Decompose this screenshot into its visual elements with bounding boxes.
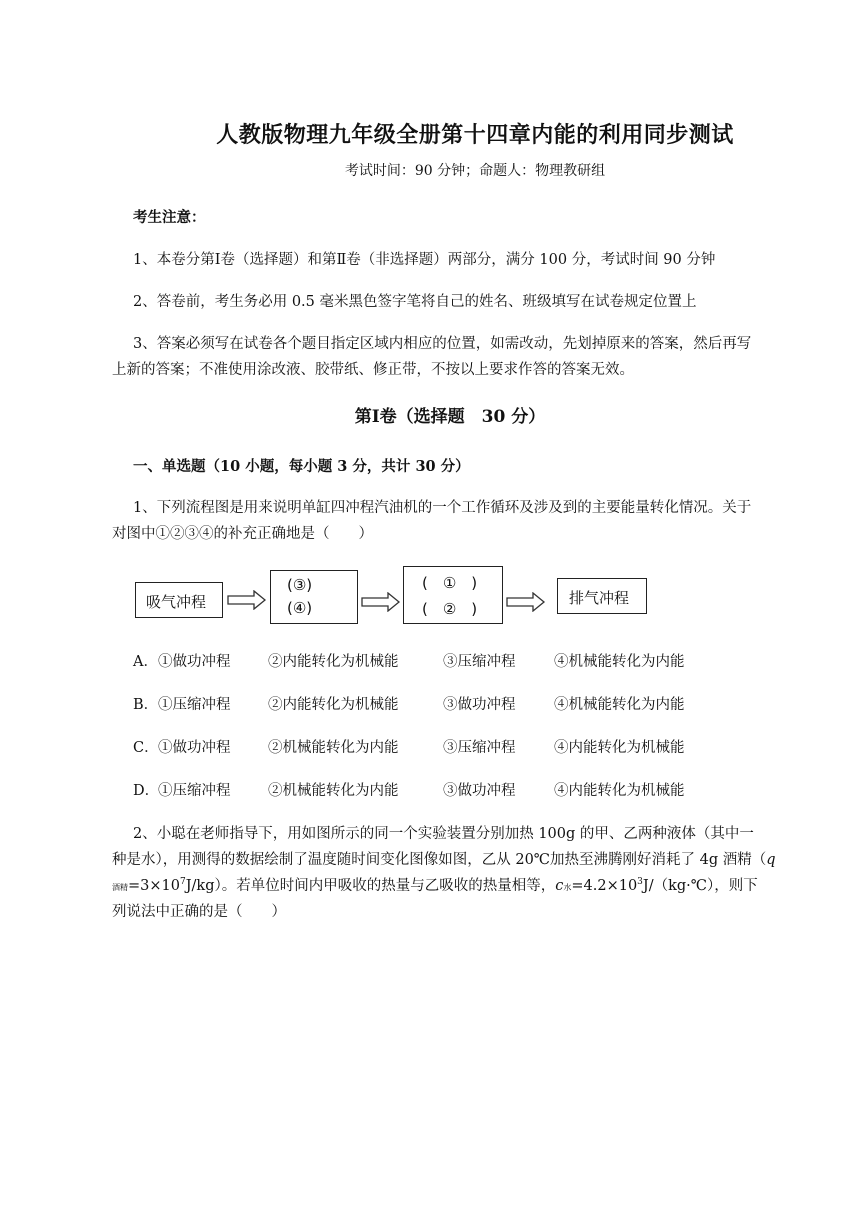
part-title: 一、单选题（10 小题，每小题 3 分，共计 30 分） bbox=[133, 458, 470, 475]
arrow-icon bbox=[361, 592, 401, 612]
option-b-4: ④机械能转化为内能 bbox=[554, 697, 685, 713]
option-a-3: ③压缩冲程 bbox=[443, 654, 516, 670]
question-2-line-2 bbox=[112, 848, 776, 869]
exhaust-stroke-box bbox=[557, 578, 647, 614]
option-b-1: ①压缩冲程 bbox=[158, 697, 231, 713]
option-d-4: ④内能转化为机械能 bbox=[554, 783, 685, 799]
option-d-3: ③做功冲程 bbox=[443, 783, 516, 799]
exponent-3: 3 bbox=[637, 877, 643, 888]
symbol-q: q bbox=[766, 852, 776, 868]
option-a-letter[interactable]: A． bbox=[133, 654, 158, 670]
option-c-2: ②机械能转化为内能 bbox=[268, 740, 399, 756]
option-c-4: ④内能转化为机械能 bbox=[554, 740, 685, 756]
notice-heading: 考生注意： bbox=[133, 209, 206, 226]
question-2-line-2-text: 种是水），用测得的数据绘制了温度随时间变化图像如图，乙从 20℃加热至沸腾刚好消耗了 4g 酒精（ bbox=[112, 852, 767, 868]
question-1-line-2: 对图中①②③④的补充正确地是（ ） bbox=[112, 526, 373, 542]
section-title: 第Ⅰ卷（选择题 30 分） bbox=[354, 407, 546, 427]
question-1-line-1: 1、下列流程图是用来说明单缸四冲程汽油机的一个工作循环及涉及到的主要能量转化情况。关于 bbox=[133, 500, 752, 516]
question-2-line-3-end: J/（kg·℃），则下 bbox=[642, 878, 758, 894]
blank-4: (④) bbox=[287, 599, 313, 617]
question-2-line-3 bbox=[112, 874, 758, 895]
option-d-letter[interactable]: D． bbox=[133, 783, 160, 799]
notice-item-1: 1、本卷分第Ⅰ卷（选择题）和第Ⅱ卷（非选择题）两部分，满分 100 分，考试时间 90 分钟 bbox=[133, 252, 716, 268]
intake-stroke-label: 吸气冲程 bbox=[146, 593, 207, 611]
stroke-box-2 bbox=[270, 570, 358, 624]
arrow-icon bbox=[506, 592, 546, 612]
option-a-1: ①做功冲程 bbox=[158, 654, 231, 670]
option-c-letter[interactable]: C． bbox=[133, 740, 159, 756]
option-b-letter[interactable]: B． bbox=[133, 697, 159, 713]
q-value: =3×10 bbox=[128, 878, 180, 894]
notice-item-3: 3、答案必须写在试卷各个题目指定区域内相应的位置，如需改动，先划掉原来的答案，然后再写 bbox=[133, 336, 752, 352]
page-title: 人教版物理九年级全册第十四章内能的利用同步测试 bbox=[216, 122, 734, 148]
blank-1: ( ① ) bbox=[422, 574, 478, 592]
option-c-1: ①做功冲程 bbox=[158, 740, 231, 756]
option-d-1: ①压缩冲程 bbox=[158, 783, 231, 799]
arrow-icon bbox=[227, 590, 267, 610]
exponent-7: 7 bbox=[179, 877, 186, 888]
question-2-line-1: 2、小聪在老师指导下，用如图所示的同一个实验装置分别加热 100g 的甲、乙两种液体（其中一 bbox=[133, 826, 754, 842]
subscript-water: 水 bbox=[563, 883, 572, 892]
notice-item-3-cont: 上新的答案；不准使用涂改液、胶带纸、修正带，不按以上要求作答的答案无效。 bbox=[112, 362, 634, 378]
option-a-2: ②内能转化为机械能 bbox=[268, 654, 399, 670]
stroke-box-3 bbox=[403, 566, 503, 624]
blank-3: (③) bbox=[287, 576, 313, 594]
option-b-3: ③做功冲程 bbox=[443, 697, 516, 713]
symbol-c: c bbox=[555, 878, 564, 894]
option-c-3: ③压缩冲程 bbox=[443, 740, 516, 756]
option-b-2: ②内能转化为机械能 bbox=[268, 697, 399, 713]
c-value: =4.2×10 bbox=[571, 878, 638, 894]
intake-stroke-box bbox=[135, 582, 223, 618]
blank-2: ( ② ) bbox=[422, 600, 478, 618]
question-2-line-4: 列说法中正确的是（ ） bbox=[112, 904, 286, 920]
subscript-alcohol: 酒精 bbox=[112, 883, 128, 892]
exhaust-stroke-label: 排气冲程 bbox=[569, 589, 630, 607]
option-d-2: ②机械能转化为内能 bbox=[268, 783, 399, 799]
notice-item-2: 2、答卷前，考生务必用 0.5 毫米黑色签字笔将自己的姓名、班级填写在试卷规定位置上 bbox=[133, 294, 697, 310]
question-2-line-3-text: J/kg）。若单位时间内甲吸收的热量与乙吸收的热量相等， bbox=[185, 878, 556, 894]
exam-info: 考试时间：90 分钟；命题人：物理教研组 bbox=[344, 163, 606, 179]
option-a-4: ④机械能转化为内能 bbox=[554, 654, 685, 670]
